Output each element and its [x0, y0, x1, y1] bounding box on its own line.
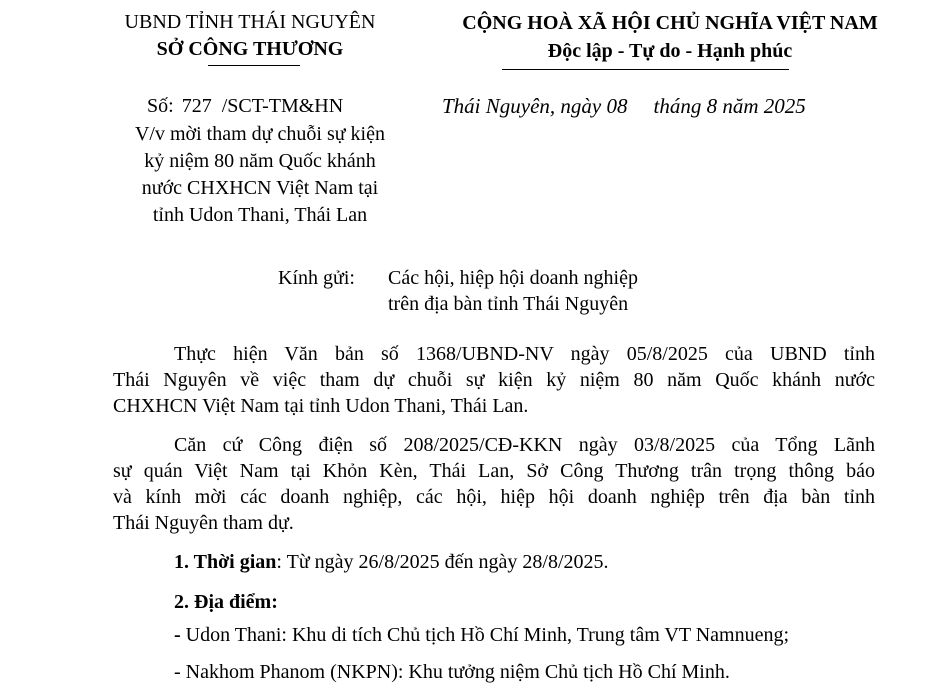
document-number-value: 727 — [181, 95, 212, 117]
paragraph-line: Căn cứ Công điện số 208/2025/CĐ-KKN ngày 03/8/2025 của Tổng Lãnh — [174, 434, 875, 456]
issuing-authority-parent: UBND TỈNH THÁI NGUYÊN — [124, 11, 376, 33]
document-number-suffix: /SCT-TM&HN — [221, 95, 344, 117]
document-number — [147, 94, 343, 118]
subject-line: kỷ niệm 80 năm Quốc khánh — [144, 150, 376, 172]
recipient-line: trên địa bàn tỉnh Thái Nguyên — [388, 293, 629, 315]
body-paragraph-1 — [113, 341, 875, 419]
recipients-label: Kính gửi: — [278, 267, 355, 289]
location-item: - Nakhom Phanom (NKPN): Khu tưởng niệm Chủ tịch Hồ Chí Minh. — [174, 661, 730, 683]
national-title: CỘNG HOÀ XÃ HỘI CHỦ NGHĨA VIỆT NAM — [462, 12, 878, 34]
issue-date-month-year: tháng 8 năm 2025 — [653, 94, 806, 118]
time-text: : Từ ngày 26/8/2025 đến ngày 28/8/2025. — [276, 551, 609, 573]
authority-underline — [208, 65, 300, 66]
paragraph-line: Thái Nguyên về việc tham dự chuỗi sự kiện kỷ niệm 80 năm Quốc khánh nước — [113, 369, 875, 391]
paragraph-line: CHXHCN Việt Nam tại tỉnh Udon Thani, Thái Lan. — [113, 395, 529, 417]
motto-underline — [502, 69, 789, 70]
paragraph-line: Thực hiện Văn bản số 1368/UBND-NV ngày 05/8/2025 của UBND tỉnh — [174, 343, 875, 365]
subject-line: nước CHXHCN Việt Nam tại — [141, 177, 379, 199]
paragraph-line: Thái Nguyên tham dự. — [113, 512, 294, 534]
issue-date-place-day: Thái Nguyên, ngày 08 — [442, 94, 628, 118]
location-item-text: Udon Thani: Khu di tích Chủ tịch Hồ Chí Minh, Trung tâm VT Namnueng; — [180, 624, 790, 646]
recipient-line: Các hội, hiệp hội doanh nghiệp — [388, 267, 638, 289]
location-heading: 2. Địa điểm: — [174, 591, 278, 613]
subject-line: V/v mời tham dự chuỗi sự kiện — [134, 123, 385, 145]
issuing-authority: SỞ CÔNG THƯƠNG — [156, 38, 344, 60]
document-number-prefix: Số: — [147, 95, 174, 117]
national-motto: Độc lập - Tự do - Hạnh phúc — [547, 40, 793, 62]
time-section — [174, 549, 609, 575]
location-item-dash: - — [174, 624, 181, 646]
paragraph-line: sự quán Việt Nam tại Khỏn Kèn, Thái Lan, Sở Công Thương trân trọng thông báo — [113, 460, 875, 482]
body-paragraph-2 — [113, 432, 875, 536]
document-subject — [110, 121, 410, 229]
time-heading: 1. Thời gian — [174, 551, 277, 573]
location-item — [174, 622, 789, 648]
paragraph-line: và kính mời các doanh nghiệp, các hội, hiệp hội doanh nghiệp trên địa bàn tỉnh — [113, 486, 875, 508]
issue-date — [442, 93, 806, 119]
subject-line: tỉnh Udon Thani, Thái Lan — [152, 204, 368, 226]
